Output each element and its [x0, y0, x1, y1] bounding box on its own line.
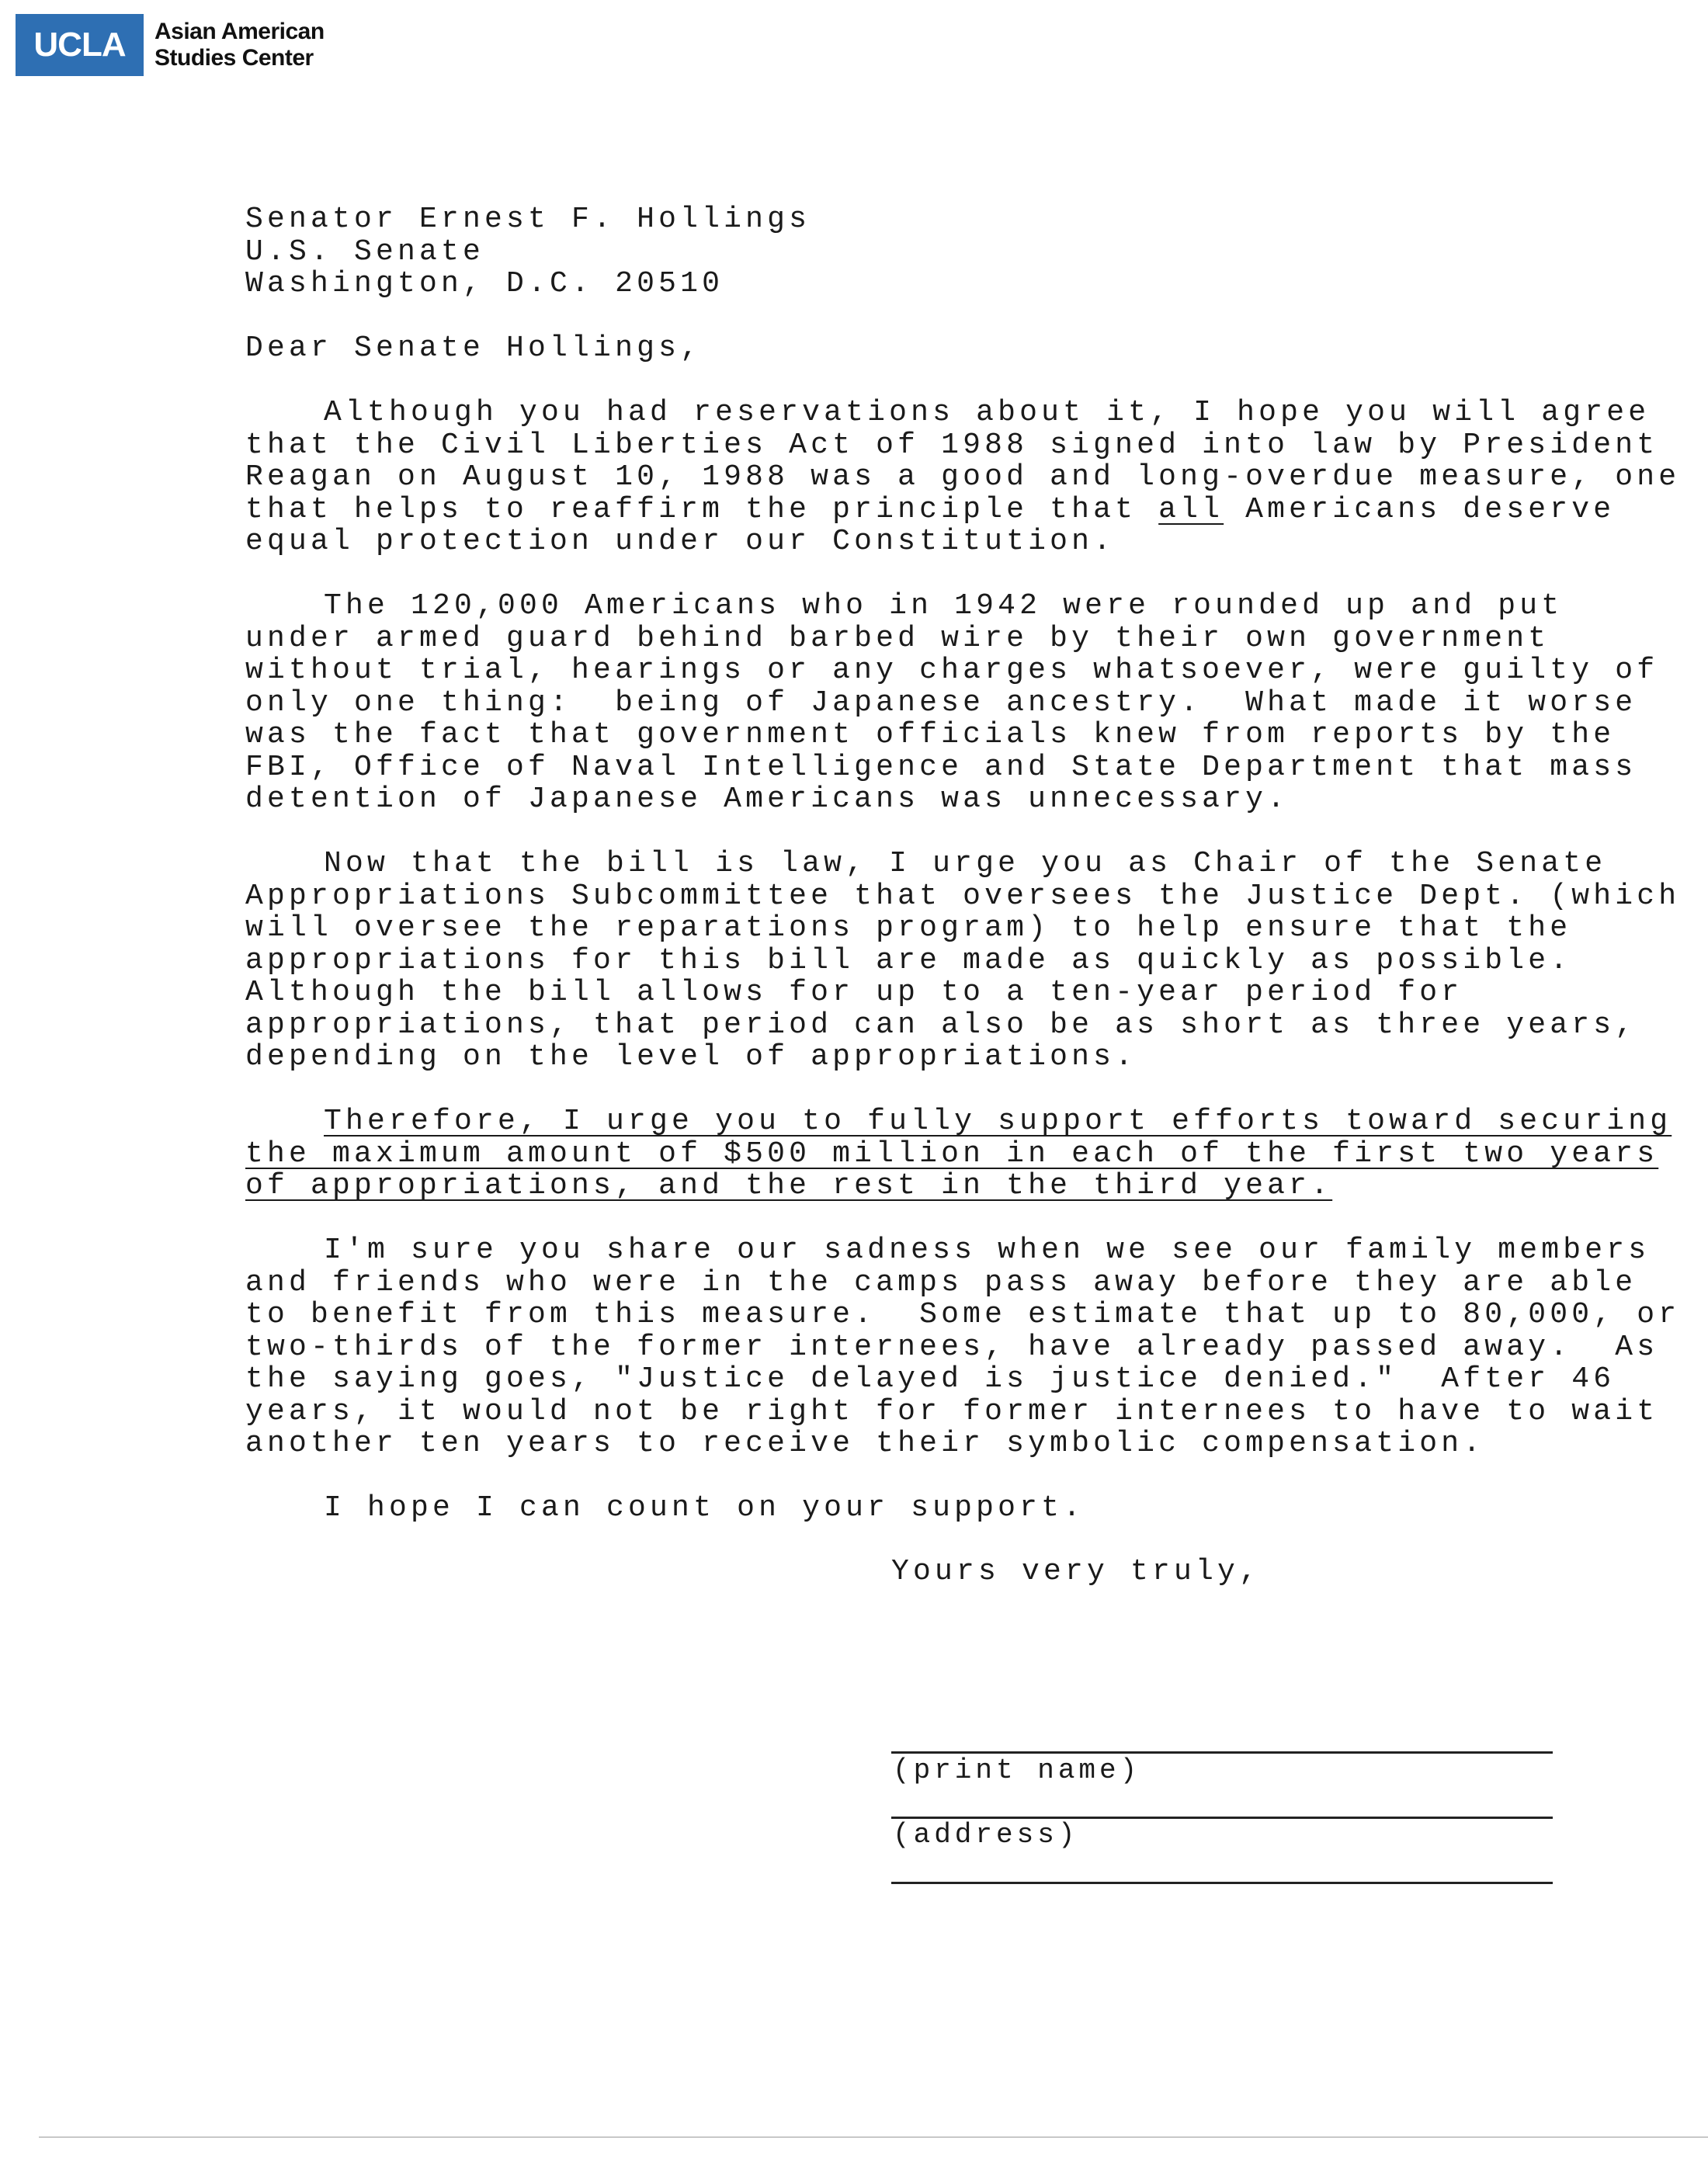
paragraph-line: detention of Japanese Americans was unnecessary. — [245, 783, 1290, 816]
paragraph-line: Reagan on August 10, 1988 was a good and long-overdue measure, one — [245, 460, 1681, 494]
paragraph-line: without trial, hearings or any charges whatsoever, were guilty of — [245, 654, 1659, 687]
paragraph-line: will oversee the reparations program) to help ensure that the — [245, 911, 1572, 945]
paragraph-line: Appropriations Subcommittee that oversees the Justice Dept. (which — [245, 879, 1681, 913]
print-name-label: (print name) — [893, 1754, 1141, 1786]
paragraph-line: only one thing: being of Japanese ancestry. What made it worse — [245, 685, 1637, 720]
paragraph-line: I hope I can count on your support. — [324, 1491, 1085, 1525]
underlined-text: Therefore, I urge you to fully support efforts toward securing — [324, 1105, 1672, 1138]
closing: Yours very truly, — [891, 1555, 1262, 1588]
center-name-line1: Asian American — [154, 19, 325, 44]
paragraph-line: Although you had reservations about it, I hope you will agree — [324, 396, 1651, 429]
letterhead — [16, 14, 325, 76]
address-label: (address) — [893, 1819, 1079, 1851]
paragraph-line: two-thirds of the former internees, have already passed away. As — [245, 1330, 1659, 1364]
paragraph-line: under armed guard behind barbed wire by their own government — [245, 621, 1550, 655]
underlined-text: of appropriations, and the rest in the third year. — [245, 1169, 1333, 1202]
paragraph-line: was the fact that government officials knew from reports by the — [245, 718, 1616, 751]
ucla-logo: UCLA — [16, 14, 144, 76]
paragraph-line: The 120,000 Americans who in 1942 were rounded up and put — [324, 589, 1564, 623]
page-edge — [39, 2136, 1708, 2138]
paragraph-line: years, it would not be right for former internees to have to wait — [245, 1394, 1659, 1428]
paragraph-line: and friends who were in the camps pass away before they are able — [245, 1265, 1637, 1300]
paragraph-line: appropriations, that period can also be as short as three years, — [245, 1008, 1637, 1042]
salutation: Dear Senate Hollings, — [245, 331, 703, 365]
paragraph-line: equal protection under our Constitution. — [245, 525, 1116, 558]
signature-line — [891, 1751, 1553, 1754]
paragraph-line — [245, 492, 1616, 526]
address-line — [891, 1882, 1553, 1884]
text-run: Americans deserve — [1224, 492, 1616, 526]
paragraph-line: that the Civil Liberties Act of 1988 signed into law by President — [245, 428, 1659, 462]
paragraph-line: FBI, Office of Naval Intelligence and State Department that mass — [245, 750, 1637, 784]
recipient-name: Senator Ernest F. Hollings — [245, 203, 811, 236]
paragraph-line: I'm sure you share our sadness when we see our family members — [324, 1234, 1651, 1267]
paragraph-line: depending on the level of appropriations. — [245, 1040, 1137, 1074]
paragraph-line: to benefit from this measure. Some estimate that up to 80,000, or — [245, 1298, 1681, 1331]
underlined-text: the maximum amount of $500 million in each of the first two years — [245, 1137, 1659, 1171]
text-run: that helps to reaffirm the principle that — [245, 492, 1159, 526]
center-name — [154, 19, 325, 71]
paragraph-line: appropriations for this bill are made as quickly as possible. — [245, 943, 1572, 977]
paragraph-line: the saying goes, "Justice delayed is justice denied." After 46 — [245, 1362, 1616, 1396]
paragraph-line: Although the bill allows for up to a ten-year period for — [245, 976, 1463, 1009]
underlined-all: all — [1158, 492, 1224, 526]
paragraph-line-underlined — [245, 1105, 1672, 1138]
paragraph-line: Now that the bill is law, I urge you as Chair of the Senate — [324, 847, 1607, 880]
center-name-line2: Studies Center — [154, 45, 314, 71]
paragraph-line-underlined — [245, 1170, 1581, 1202]
paragraph-line: another ten years to receive their symbolic compensation. — [245, 1427, 1485, 1460]
letter-body — [245, 203, 1681, 1525]
paragraph-line-underlined — [245, 1137, 1659, 1171]
recipient-office: U.S. Senate — [245, 234, 485, 269]
recipient-city: Washington, D.C. 20510 — [245, 267, 724, 300]
